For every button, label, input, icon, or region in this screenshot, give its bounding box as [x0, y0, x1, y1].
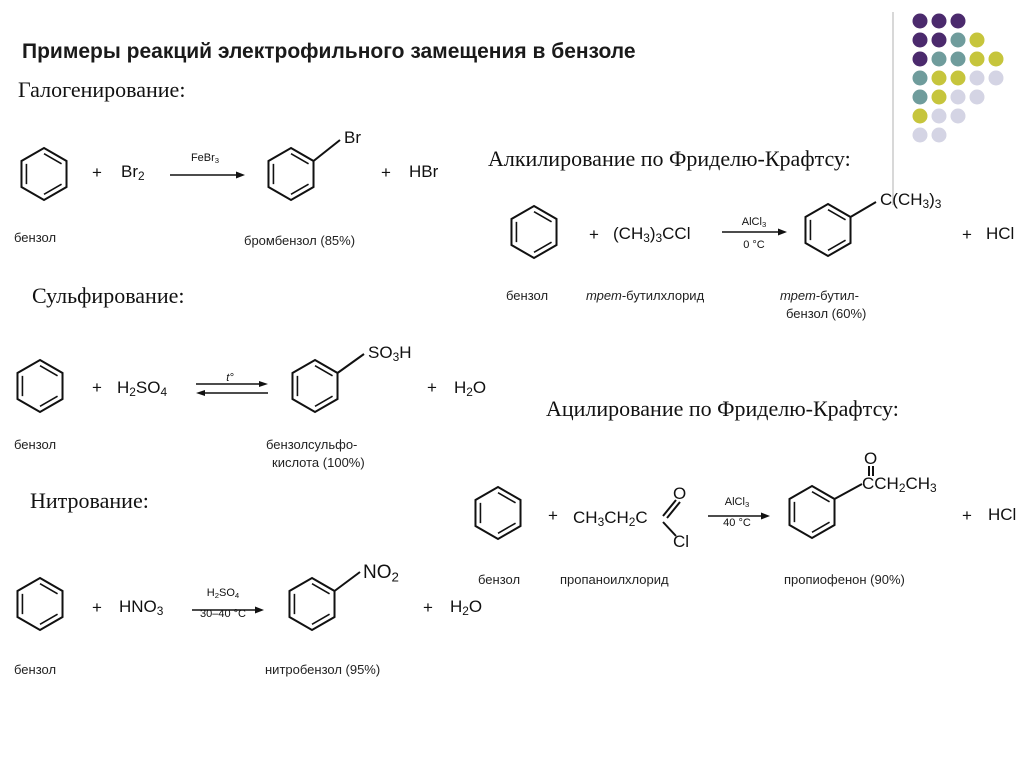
- nitrobenzene-ring: [289, 578, 334, 630]
- sulfonation-plus-2: +: [427, 378, 437, 397]
- sulfonation-product-caption-line1: бензолсульфо-: [266, 437, 358, 452]
- sulfonation-plus-1: +: [92, 378, 102, 397]
- sulfonation-product-caption-line2: кислота (100%): [272, 455, 365, 470]
- benzenesulfonic-acid-ring: [292, 360, 337, 412]
- acylation-reagent-caption: пропаноилхлорид: [560, 572, 669, 587]
- decor-dot: [951, 52, 966, 67]
- acylation-reagent-oxygen: O: [673, 484, 687, 503]
- acylation-catalyst: AlCl$_3$: [724, 496, 750, 509]
- acylation-plus-2: +: [962, 506, 972, 525]
- benzene-ring: [511, 206, 556, 258]
- benzene-ring-double-bond: [534, 242, 552, 252]
- bond-to-br: [314, 140, 340, 161]
- benzene-ring: [17, 360, 62, 412]
- benzene-ring-double-bond: [40, 366, 58, 376]
- decor-dot: [913, 33, 928, 48]
- decor-dot: [970, 33, 985, 48]
- decor-dot: [913, 71, 928, 86]
- acylation-benzene-caption: бензол: [478, 572, 521, 587]
- alkylation-arrow-head: [778, 229, 787, 236]
- nitration-catalyst: $H_2SO_4$: [206, 587, 240, 600]
- benzene-ring: [475, 487, 520, 539]
- acylation-plus-1: +: [548, 506, 558, 525]
- alkylation-benzene-caption: бензол: [506, 288, 549, 303]
- benzene-ring-double-bond: [498, 523, 516, 533]
- decor-dot: [951, 109, 966, 124]
- heading-acylation: Ацилирование по Фриделю-Крафтсу:: [546, 396, 899, 421]
- bond-to-no2: [335, 572, 360, 591]
- halogenation-arrow-head: [236, 172, 245, 179]
- halogenation-plus-2: +: [381, 163, 391, 182]
- decor-dot: [932, 14, 947, 29]
- benzene-ring-double-bond: [44, 154, 62, 164]
- acylation-product-caption: пропиофенон (90%): [784, 572, 905, 587]
- decor-dot: [913, 14, 928, 29]
- bromobenzene-ring-double-bond: [291, 154, 309, 164]
- decor-dot: [970, 71, 985, 86]
- decor-dot: [913, 128, 928, 143]
- nitration-byproduct: $H_2O$: [450, 597, 483, 618]
- alkylation-product-caption-line1: трет-бутил-: [780, 288, 859, 303]
- decor-dot: [932, 128, 947, 143]
- alkylation-plus-2: +: [962, 225, 972, 244]
- decor-dot: [932, 33, 947, 48]
- acylation-product-oxygen: O: [864, 449, 878, 468]
- decor-dot: [913, 90, 928, 105]
- alkylation-reagent-caption: трет-бутилхлорид: [586, 288, 705, 303]
- propiophenone-ring-double-bond: [812, 522, 830, 532]
- bromobenzene-ring-double-bond: [291, 184, 309, 194]
- benzenesulfonic-acid-ring-double-bond: [315, 366, 333, 376]
- nitrobenzene-ring-double-bond: [312, 614, 330, 624]
- bond-to-so3h: [338, 354, 364, 373]
- bond-to-c: [851, 202, 876, 217]
- alkylation-catalyst: AlCl$_3$: [741, 216, 767, 229]
- decor-dot: [970, 52, 985, 67]
- decor-dot: [932, 71, 947, 86]
- alkylation-substituent: $C(CH_3)_3$: [880, 190, 942, 211]
- propiophenone-ring: [789, 486, 834, 538]
- alkylation-reagent: $(CH_3)_3CCl$: [613, 224, 691, 245]
- halogenation-benzene-caption: бензол: [14, 230, 57, 245]
- tert-butylbenzene-ring-double-bond: [828, 240, 846, 250]
- acylation-byproduct: HCl: [988, 505, 1017, 524]
- benzene-ring-double-bond: [40, 584, 58, 594]
- nitration-arrow-head: [255, 607, 264, 614]
- nitration-product-caption: нитробензол (95%): [265, 662, 381, 677]
- heading-halogenation: Галогенирование:: [18, 77, 186, 102]
- sulfonation-substituent: $SO_3H$: [368, 343, 412, 364]
- decor-dot: [970, 90, 985, 105]
- benzene-ring-double-bond: [534, 212, 552, 222]
- alkylation-byproduct: HCl: [986, 224, 1015, 243]
- decor-dot: [951, 71, 966, 86]
- acylation-reagent: $CH_3CH_2C$: [573, 508, 648, 529]
- alkylation-temperature: 0 °C: [743, 239, 765, 251]
- decor-dot: [932, 90, 947, 105]
- nitration-benzene-caption: бензол: [14, 662, 57, 677]
- decor-dot: [951, 90, 966, 105]
- nitration-plus-2: +: [423, 598, 433, 617]
- tert-butylbenzene-ring-double-bond: [828, 210, 846, 220]
- heading-nitration: Нитрование:: [30, 488, 149, 513]
- benzene-ring-double-bond: [40, 396, 58, 406]
- alkylation-product-caption-line2: бензол (60%): [786, 306, 867, 321]
- decor-dot: [932, 52, 947, 67]
- nitrobenzene-ring-double-bond: [312, 584, 330, 594]
- heading-sulfonation: Сульфирование:: [32, 283, 185, 308]
- halogenation-byproduct: HBr: [409, 162, 439, 181]
- sulfonation-reagent: $H_2SO_4$: [117, 378, 168, 399]
- decor-dot: [932, 109, 947, 124]
- acylation-substituent: $CCH_2CH_3$: [862, 474, 937, 495]
- nitration-reagent: $HNO_3$: [119, 597, 164, 618]
- equilibrium-forward-head: [259, 381, 268, 387]
- bond-to-co: [835, 484, 862, 499]
- benzene-ring: [21, 148, 66, 200]
- heading-alkylation: Алкилирование по Фриделю-Крафтсу:: [488, 146, 851, 171]
- bromobenzene-ring: [268, 148, 313, 200]
- nitration-substituent: $NO_2$: [363, 562, 399, 585]
- decor-dot: [951, 33, 966, 48]
- halogenation-catalyst: FeBr$_3$: [190, 152, 220, 165]
- halogenation-plus-1: +: [92, 163, 102, 182]
- benzene-ring-double-bond: [44, 184, 62, 194]
- benzene-ring-double-bond: [498, 493, 516, 503]
- acylation-reagent-chlorine: Cl: [673, 532, 690, 551]
- alkylation-plus-1: +: [589, 225, 599, 244]
- slide-title: Примеры реакций электрофильного замещения в бензоле: [22, 40, 636, 63]
- equilibrium-reverse-head: [196, 390, 205, 396]
- decor-dot: [913, 52, 928, 67]
- halogenation-product-caption: бромбензол (85%): [244, 233, 356, 248]
- halogenation-reagent: $Br_2$: [121, 162, 145, 183]
- sulfonation-byproduct: $H_2O$: [454, 378, 487, 399]
- decor-dot: [913, 109, 928, 124]
- acylation-temperature: 40 °C: [723, 517, 751, 529]
- benzene-ring-double-bond: [40, 614, 58, 624]
- sulfonation-benzene-caption: бензол: [14, 437, 57, 452]
- nitration-plus-1: +: [92, 598, 102, 617]
- sulfonation-condition: t°: [226, 372, 234, 384]
- tert-butylbenzene-ring: [805, 204, 850, 256]
- benzenesulfonic-acid-ring-double-bond: [315, 396, 333, 406]
- decor-dot: [989, 71, 1004, 86]
- halogenation-substituent-br: Br: [344, 128, 361, 147]
- propiophenone-ring-double-bond: [812, 492, 830, 502]
- nitration-temperature: 30–40 °C: [200, 608, 246, 620]
- decor-dot: [989, 52, 1004, 67]
- decor-dot: [951, 14, 966, 29]
- benzene-ring: [17, 578, 62, 630]
